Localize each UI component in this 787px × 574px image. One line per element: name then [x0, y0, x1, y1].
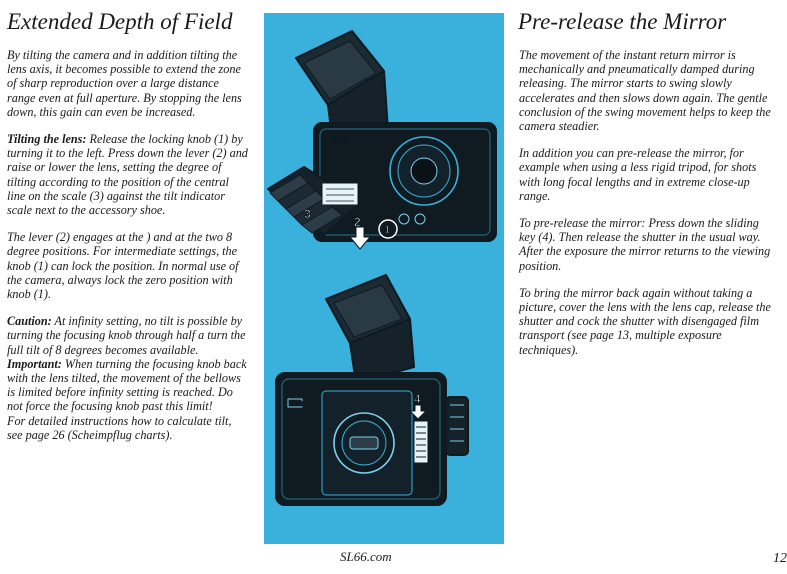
- callout-2: 2: [354, 215, 361, 229]
- caution-paragraph: [7, 314, 250, 357]
- left-title: Extended Depth of Field: [7, 9, 233, 34]
- important-lead: Important:: [7, 356, 62, 371]
- detail-paragraph: For detailed instructions how to calculate tilt, see page 26 (Scheimpflug charts).: [7, 413, 232, 442]
- mirror-paragraph-2: In addition you can pre-release the mirror, for example when using a less rigid tripod, for shots with long focal lengths and in extreme close-up range.: [519, 146, 757, 203]
- lever-paragraph: The lever (2) engages at the ) and at the two 8 degree positions. For intermediate settings, the knob (1) can lock the position. In normal use of the camera, always lock the zero position with knob (1).: [7, 230, 239, 302]
- camera-drawing: [264, 13, 504, 544]
- camera-badge-top: SL66: [330, 136, 349, 145]
- camera-badge-bottom: SL66: [289, 402, 304, 408]
- right-title: Pre-release the Mirror: [518, 9, 727, 34]
- footer-site: SL66.com: [340, 549, 392, 564]
- bottom-camera: [276, 275, 468, 505]
- mirror-paragraph-3: To pre-release the mirror: Press down the sliding key (4). Then release the shutter in the usual way. After the exposure the mirror returns to the viewing position.: [519, 216, 771, 273]
- mirror-paragraph-1: The movement of the instant return mirror is mechanically and pneumatically damped during releasing. The mirror starts to swing slowly accelerates and then slows down again. The gentle conclusion of the swing movement helps to keep the camera steadier.: [519, 48, 771, 134]
- important-text: When turning the focusing knob back with the lens tilted, the movement of the bellows is limited before infinity setting is reached. Do not force the focusing knob past this limit!: [7, 356, 247, 414]
- page-number: 12: [773, 551, 787, 566]
- top-camera: [268, 31, 496, 249]
- callout-1: 1: [384, 224, 391, 236]
- mirror-paragraph-4: To bring the mirror back again without taking a picture, cover the lens with the lens cap, release the shutter and cock the shutter with disengaged film transport (see page 13, multiple exposure techniques).: [519, 285, 771, 357]
- camera-illustration: [264, 13, 504, 544]
- tilting-text: Release the locking knob (1) by turning it to the left. Press down the lever (2) and raise or lower the lens, setting the degree of tilting according to the position of the central line on the scale (3) against the tilt indicator scale next to the accessory shoe.: [7, 132, 248, 218]
- important-paragraph: [7, 357, 250, 414]
- tilting-paragraph: [7, 132, 250, 217]
- tilting-lead: Tilting the lens:: [7, 132, 87, 147]
- intro-paragraph: By tilting the camera and in addition tilting the lens axis, it becomes possible to extend the zone of sharp reproduction over a large distance range even at full aperture. By stopping the lens down, this gain can even be increased.: [7, 48, 242, 119]
- caution-text: At infinity setting, no tilt is possible by turning the focusing knob through half a turn the full tilt of 8 degrees becomes available.: [7, 314, 246, 357]
- caution-lead: Caution:: [7, 314, 52, 329]
- callout-3: 3: [304, 207, 311, 221]
- right-column: [519, 8, 777, 370]
- callout-4: 4: [414, 392, 421, 406]
- left-column: [7, 8, 250, 442]
